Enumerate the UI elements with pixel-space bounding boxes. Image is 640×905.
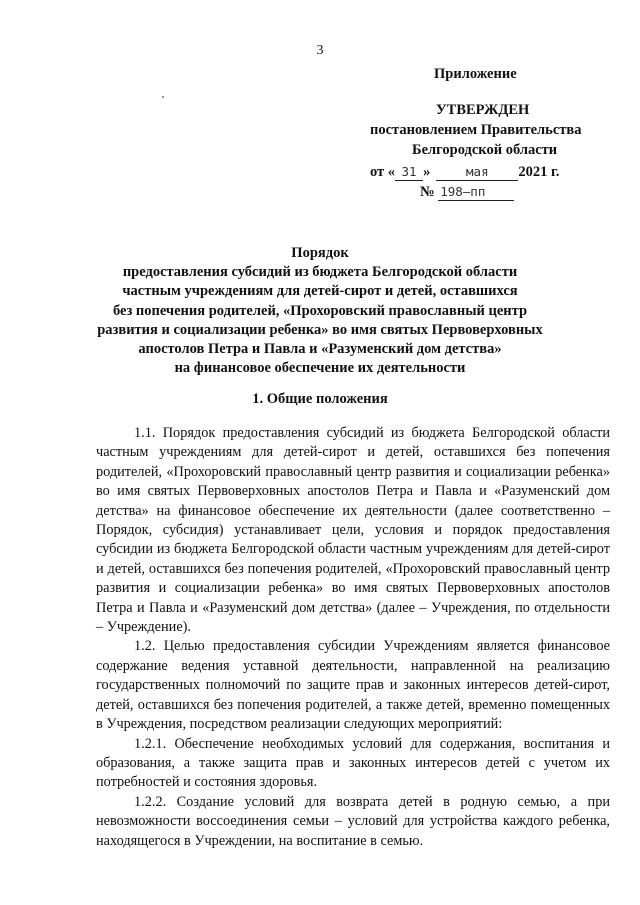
approval-authority-line: постановлением Правительства bbox=[370, 122, 582, 138]
title-line: частным учреждениям для детей-сирот и детей, оставшихся bbox=[122, 283, 518, 300]
paragraph-1-2-1: 1.2.1. Обеспечение необходимых условий для содержания, воспитания и образования, а также защита прав и законных интересов детей с учетом их потребностей и состояния здоровья. bbox=[96, 735, 610, 791]
title-line: Порядок bbox=[291, 245, 349, 261]
date-month-field: мая bbox=[436, 164, 518, 181]
date-mid: » bbox=[423, 164, 431, 180]
section-heading: 1. Общие положения bbox=[252, 391, 388, 407]
page-number: 3 bbox=[316, 43, 324, 58]
date-prefix: от « bbox=[370, 164, 396, 180]
title-line: предоставления субсидий из бюджета Белгородской области bbox=[122, 264, 518, 281]
appendix-label: Приложение bbox=[434, 66, 517, 82]
scan-speck bbox=[162, 96, 164, 98]
document-title bbox=[90, 244, 550, 378]
document-number-field: 198–пп bbox=[438, 184, 514, 201]
approved-label: УТВЕРЖДЕН bbox=[436, 102, 530, 118]
paragraph-1-2-2: 1.2.2. Создание условий для возврата детей в родную семью, а при невозможности воссоединения семьи – условий для устройства каждого ребенка, находящегося в Учреждении, на воспитание в семью. bbox=[96, 793, 610, 849]
date-day-field: 31 bbox=[395, 164, 423, 181]
approval-region-line: Белгородской области bbox=[412, 142, 558, 158]
date-year: 2021 г. bbox=[518, 164, 560, 180]
title-line: на финансовое обеспечение их деятельности bbox=[174, 360, 466, 377]
paragraph-1-1: 1.1. Порядок предоставления субсидий из бюджета Белгородской области частным учреждениям для детей-сирот и детей, оставшихся без попечения родителей, «Прохоровский православный центр развития и социализации ребенка» во имя святых Первоверховных апостолов Петра и Павла и «Разуменский дом детства» на финансовое обеспечение их деятельности (далее соответственно – Порядок, субсидия) устанавливает цели, условия и порядок предоставления субсидии из бюджета Белгородской области частным учреждениям для детей-сирот и детей, оставшихся без попечения родителей, «Прохоровский православный центр развития и социализации ребенка» во имя святых Первоверховных апостолов Петра и Павла и «Разуменский дом детства» (далее – Учреждения, по отдельности – Учреждение). bbox=[96, 425, 610, 636]
approval-date-line bbox=[370, 162, 560, 182]
section-body bbox=[96, 424, 610, 851]
title-line: апостолов Петра и Павла и «Разуменский дом детства» bbox=[138, 341, 502, 358]
number-prefix: № bbox=[420, 184, 435, 200]
approval-number-line bbox=[420, 182, 514, 202]
title-line: без попечения родителей, «Прохоровский православный центр bbox=[112, 302, 528, 319]
paragraph-1-2: 1.2. Целью предоставления субсидии Учреждениям является финансовое содержание ведения уставной деятельности, направленной на реализацию государственных полномочий по защите прав и законных интересов детей-сирот, детей, оставшихся без попечения родителей, а также детей, временно помещенных в Учреждения, посредством реализации следующих мероприятий: bbox=[96, 638, 610, 733]
title-line: развития и социализации ребенка» во имя святых Первоверховных bbox=[97, 321, 543, 338]
